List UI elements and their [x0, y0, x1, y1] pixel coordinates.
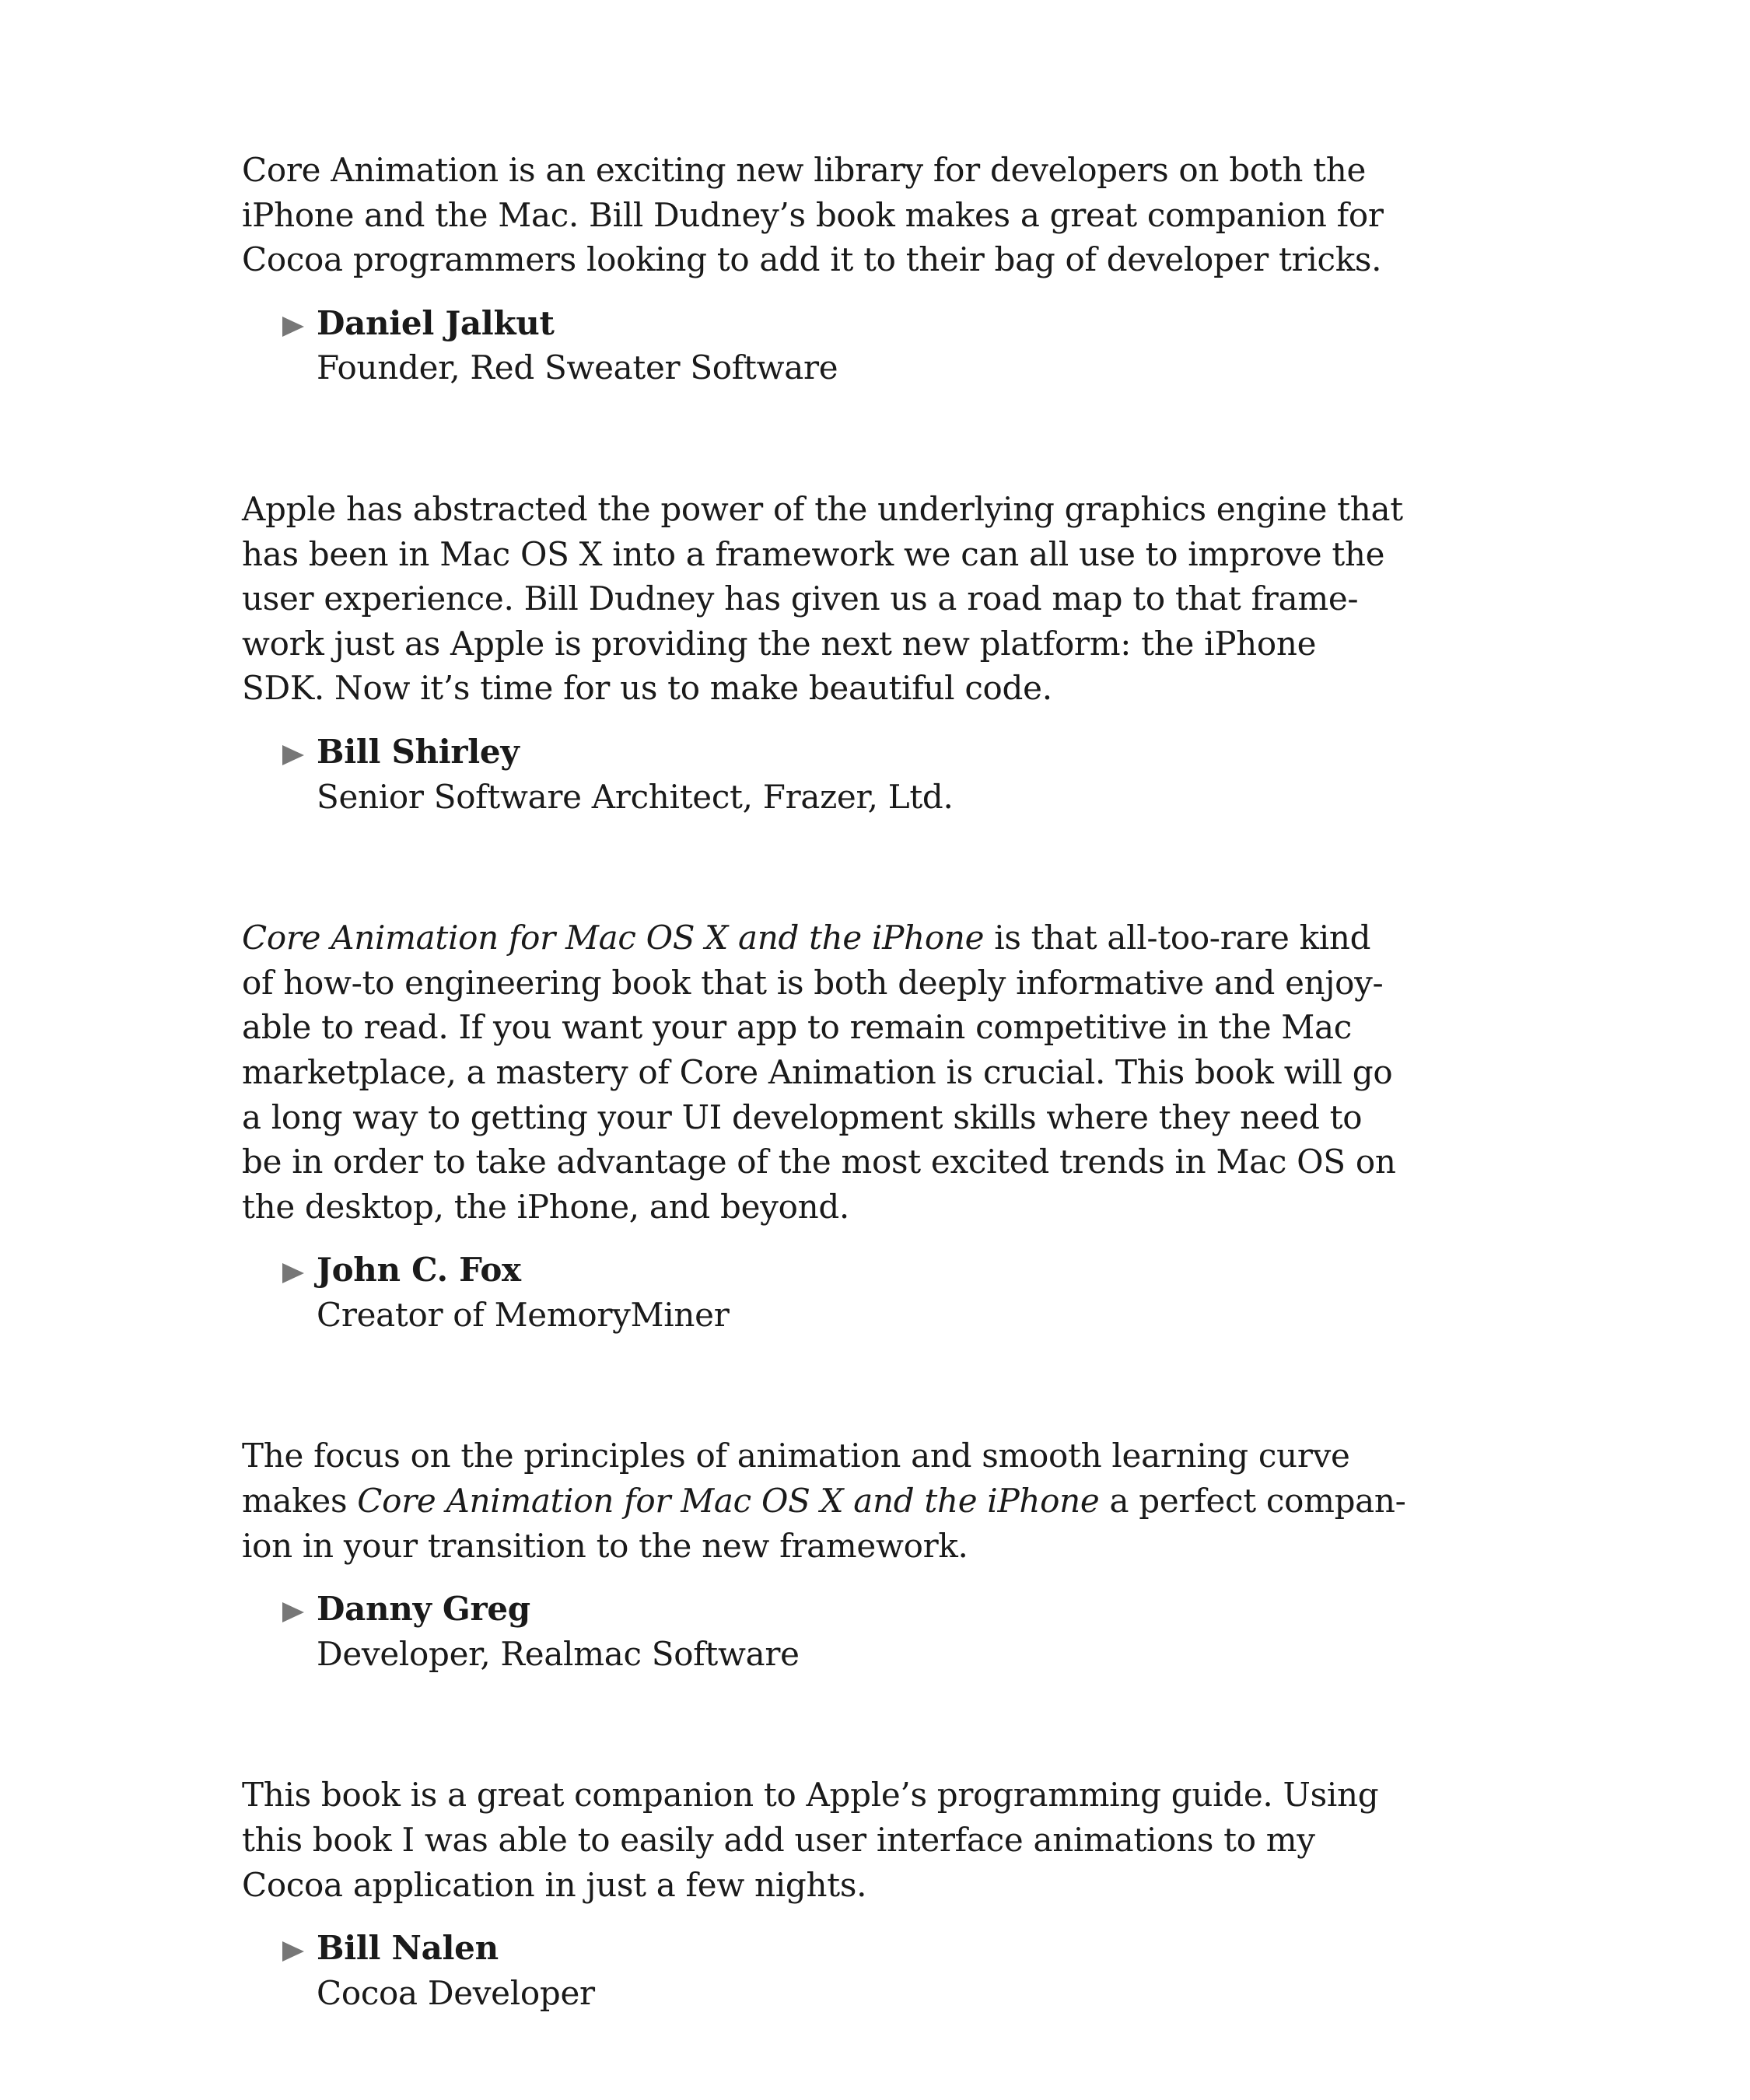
quote-line: able to read. If you want your app to remain competitive in the Mac — [242, 1008, 1352, 1047]
quote-line: user experience. Bill Dudney has given us a road map to that frame- — [242, 579, 1359, 618]
attribution — [282, 1926, 1377, 2015]
attribution — [282, 1587, 1377, 1676]
endorser-role: Senior Software Architect, Frazer, Ltd. — [317, 777, 954, 816]
book-title: Core Animation for Mac OS X and the iPhone — [242, 919, 985, 957]
quote-line: this book I was able to easily add user interface animations to my — [242, 1821, 1315, 1860]
endorsement-4 — [242, 1433, 1406, 1676]
quote-line — [242, 1479, 1406, 1524]
quote-line: Apple has abstracted the power of the underlying graphics engine that — [242, 489, 1403, 528]
quote-line: Cocoa programmers looking to add it to their bag of developer tricks. — [242, 240, 1382, 279]
endorsement-2 — [242, 487, 1403, 819]
endorser-name: Bill Nalen — [317, 1929, 499, 1968]
quote-line: be in order to take advantage of the most excited trends in Mac OS on — [242, 1143, 1396, 1181]
quote-text — [242, 487, 1403, 711]
quote-line — [242, 915, 1377, 961]
endorser-role: Creator of MemoryMiner — [317, 1295, 730, 1334]
endorsements-page — [242, 148, 1406, 2015]
attribution — [282, 1248, 1377, 1337]
quote-text — [242, 1433, 1406, 1568]
endorser-name: Daniel Jalkut — [317, 303, 555, 342]
quote-line: work just as Apple is providing the next new platform: the iPhone — [242, 624, 1317, 663]
triangle-bullet-icon — [282, 1263, 304, 1283]
quote-line: a long way to getting your UI development skills where they need to — [242, 1097, 1363, 1136]
triangle-bullet-icon — [282, 317, 304, 337]
attribution — [282, 730, 1377, 819]
endorser-role: Cocoa Developer — [317, 1973, 595, 2012]
endorser-name: John C. Fox — [317, 1251, 521, 1290]
quote-fragment: a perfect compan- — [1099, 1482, 1406, 1521]
quote-fragment: makes — [242, 1482, 358, 1521]
quote-text — [242, 915, 1396, 1229]
attribution — [282, 301, 1377, 390]
quote-line: This book is a great companion to Apple’s programming guide. Using — [242, 1776, 1379, 1815]
endorser-role: Founder, Red Sweater Software — [317, 348, 838, 387]
quote-line: marketplace, a mastery of Core Animation is crucial. This book will go — [242, 1052, 1393, 1091]
quote-line: The focus on the principles of animation and smooth learning curve — [242, 1437, 1350, 1475]
quote-fragment: is that all-too-rare kind — [984, 919, 1371, 957]
quote-line: of how-to engineering book that is both deeply informative and enjoy- — [242, 963, 1384, 1002]
endorser-name: Bill Shirley — [317, 732, 520, 771]
triangle-bullet-icon — [282, 1602, 304, 1622]
quote-line: ion in your transition to the new framework. — [242, 1526, 968, 1565]
endorsement-1 — [242, 148, 1384, 390]
endorser-name: Danny Greg — [317, 1590, 530, 1629]
quote-line: SDK. Now it’s time for us to make beautiful code. — [242, 669, 1052, 708]
triangle-bullet-icon — [282, 745, 304, 765]
quote-text — [242, 1773, 1377, 1907]
endorsement-3 — [242, 915, 1396, 1337]
endorser-role: Developer, Realmac Software — [317, 1634, 800, 1673]
quote-line: the desktop, the iPhone, and beyond. — [242, 1187, 849, 1226]
quote-line: Cocoa application in just a few nights. — [242, 1865, 867, 1904]
quote-line: iPhone and the Mac. Bill Dudney’s book makes a great companion for — [242, 195, 1384, 234]
quote-text — [242, 148, 1384, 282]
quote-line: has been in Mac OS X into a framework we can all use to improve the — [242, 534, 1385, 573]
endorsement-5 — [242, 1773, 1377, 2015]
quote-line: Core Animation is an exciting new library for developers on both the — [242, 151, 1367, 189]
book-title: Core Animation for Mac OS X and the iPhone — [357, 1482, 1100, 1521]
triangle-bullet-icon — [282, 1941, 304, 1962]
